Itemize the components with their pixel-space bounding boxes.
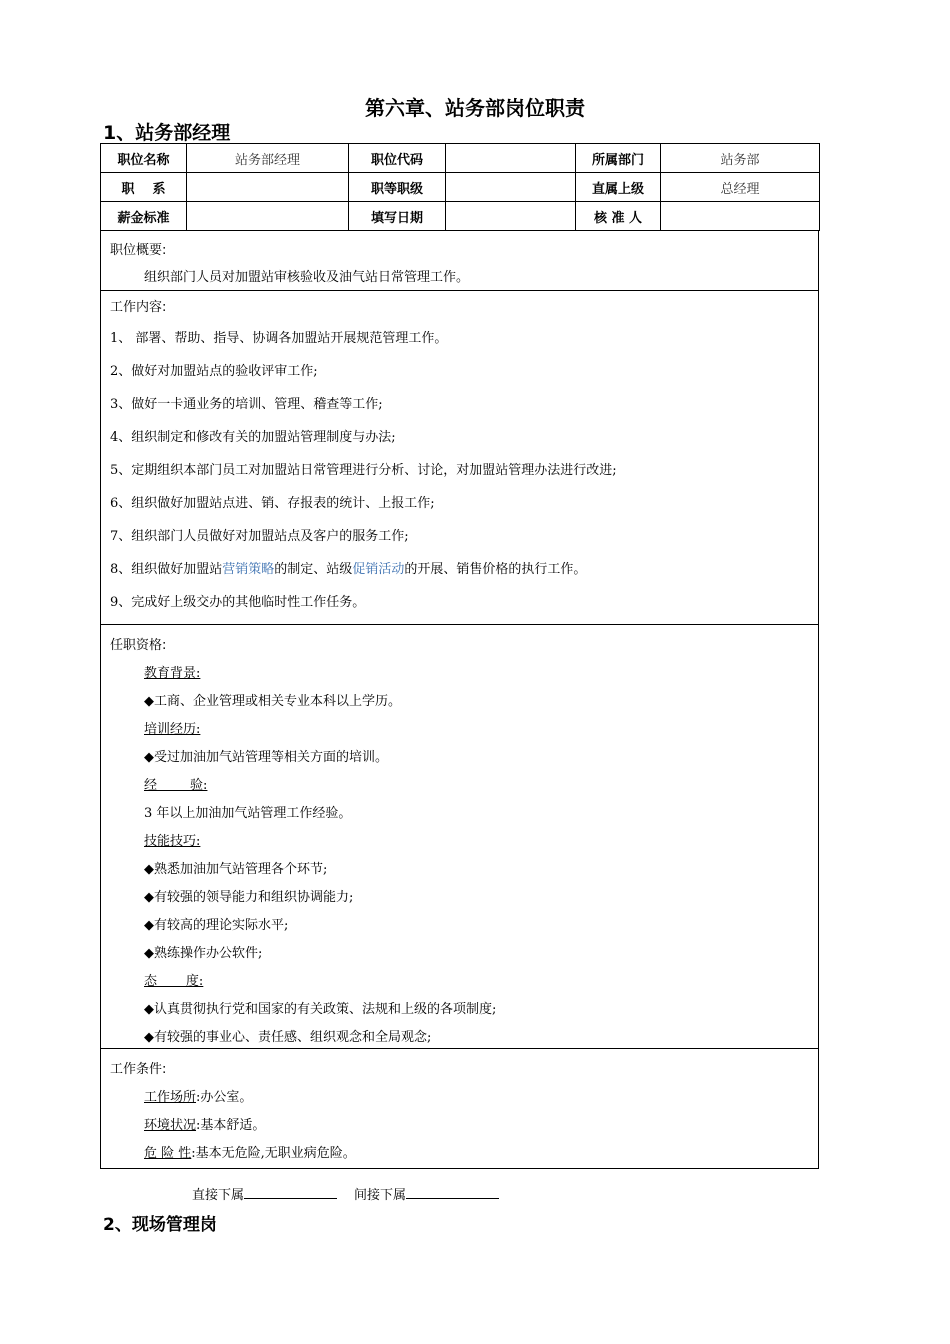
label-department: 所属部门 <box>576 144 661 173</box>
chapter-title: 第六章、站务部岗位职责 <box>365 96 585 120</box>
label-grade: 职等职级 <box>349 173 446 202</box>
label-job-family: 职 系 <box>101 173 187 202</box>
duty-text: 的制定、站级 <box>274 562 353 577</box>
duties-section <box>100 291 819 625</box>
table-row <box>101 144 820 173</box>
duty-text: 的开展、销售价格的执行工作。 <box>404 562 587 577</box>
education-label: 教育背景: <box>144 666 201 681</box>
environment-label: 环境状况 <box>144 1118 197 1133</box>
label-position-code: 职位代码 <box>349 144 446 173</box>
attitude-label: 态 度: <box>144 974 204 989</box>
duties-heading: 工作内容: <box>110 300 167 315</box>
indirect-subordinates <box>354 1184 499 1203</box>
duty-item: 9、完成好上级交办的其他临时性工作任务。 <box>110 595 366 610</box>
value-job-family <box>187 173 349 202</box>
value-position-name: 站务部经理 <box>187 144 349 173</box>
table-row <box>101 173 820 202</box>
overview-text: 组织部门人员对加盟站审核验收及油气站日常管理工作。 <box>144 270 470 285</box>
section-title-station-manager: 1、站务部经理 <box>103 122 231 144</box>
table-row <box>101 202 820 231</box>
label-approver: 核 准 人 <box>576 202 661 231</box>
duty-item: 6、组织做好加盟站点进、销、存报表的统计、上报工作; <box>110 496 435 511</box>
training-label: 培训经历: <box>144 722 201 737</box>
direct-subordinates <box>192 1184 337 1203</box>
indirect-subordinates-label: 间接下属 <box>354 1188 407 1203</box>
attitude-item: ◆认真贯彻执行党和国家的有关政策、法规和上级的各项制度; <box>144 1002 497 1017</box>
workplace-value: :办公室。 <box>196 1090 253 1105</box>
duty-item: 2、做好对加盟站点的验收评审工作; <box>110 364 318 379</box>
workplace-label: 工作场所 <box>144 1090 197 1105</box>
duty-item: 3、做好一卡通业务的培训、管理、稽查等工作; <box>110 397 383 412</box>
workplace-line <box>144 1086 252 1105</box>
qualifications-section <box>100 625 819 1049</box>
overview-heading: 职位概要: <box>110 243 167 258</box>
duty-item <box>110 558 586 577</box>
direct-subordinates-blank[interactable] <box>244 1186 337 1199</box>
promotion-activity-link[interactable]: 促销活动 <box>352 562 405 577</box>
conditions-heading: 工作条件: <box>110 1062 167 1077</box>
value-approver <box>661 202 820 231</box>
overview-section <box>100 230 819 291</box>
duty-text: 8、组织做好加盟站 <box>110 562 223 577</box>
indirect-subordinates-blank[interactable] <box>406 1186 499 1199</box>
experience-label: 经 验: <box>144 778 208 793</box>
marketing-strategy-link[interactable]: 营销策略 <box>222 562 275 577</box>
risk-value: :基本无危险,无职业病危险。 <box>191 1146 356 1161</box>
work-conditions-section <box>100 1049 819 1169</box>
label-fill-date: 填写日期 <box>349 202 446 231</box>
duty-item: 1、 部署、帮助、指导、协调各加盟站开展规范管理工作。 <box>110 331 448 346</box>
value-supervisor: 总经理 <box>661 173 820 202</box>
environment-line <box>144 1114 265 1133</box>
direct-subordinates-label: 直接下属 <box>192 1188 245 1203</box>
risk-line <box>144 1142 356 1161</box>
value-fill-date <box>446 202 576 231</box>
environment-value: :基本舒适。 <box>196 1118 266 1133</box>
qualifications-heading: 任职资格: <box>110 638 167 653</box>
position-info-table <box>100 143 820 231</box>
label-position-name: 职位名称 <box>101 144 187 173</box>
value-grade <box>446 173 576 202</box>
training-text: ◆受过加油加气站管理等相关方面的培训。 <box>144 750 388 765</box>
value-department: 站务部 <box>661 144 820 173</box>
attitude-item: ◆有较强的事业心、责任感、组织观念和全局观念; <box>144 1030 432 1045</box>
duty-item: 4、组织制定和修改有关的加盟站管理制度与办法; <box>110 430 396 445</box>
skill-item: ◆熟练操作办公软件; <box>144 946 263 961</box>
skills-label: 技能技巧: <box>144 834 201 849</box>
label-supervisor: 直属上级 <box>576 173 661 202</box>
risk-label: 危 险 性 <box>144 1146 192 1161</box>
label-salary: 薪金标准 <box>101 202 187 231</box>
section-title-site-manager: 2、现场管理岗 <box>103 1215 217 1235</box>
value-salary <box>187 202 349 231</box>
skill-item: ◆有较高的理论实际水平; <box>144 918 289 933</box>
experience-text: 3 年以上加油加气站管理工作经验。 <box>144 806 352 821</box>
duty-item: 7、组织部门人员做好对加盟站点及客户的服务工作; <box>110 529 409 544</box>
value-position-code <box>446 144 576 173</box>
duty-item: 5、定期组织本部门员工对加盟站日常管理进行分析、讨论，对加盟站管理办法进行改进; <box>110 463 617 478</box>
skill-item: ◆熟悉加油加气站管理各个环节; <box>144 862 328 877</box>
skill-item: ◆有较强的领导能力和组织协调能力; <box>144 890 354 905</box>
education-text: ◆工商、企业管理或相关专业本科以上学历。 <box>144 694 401 709</box>
